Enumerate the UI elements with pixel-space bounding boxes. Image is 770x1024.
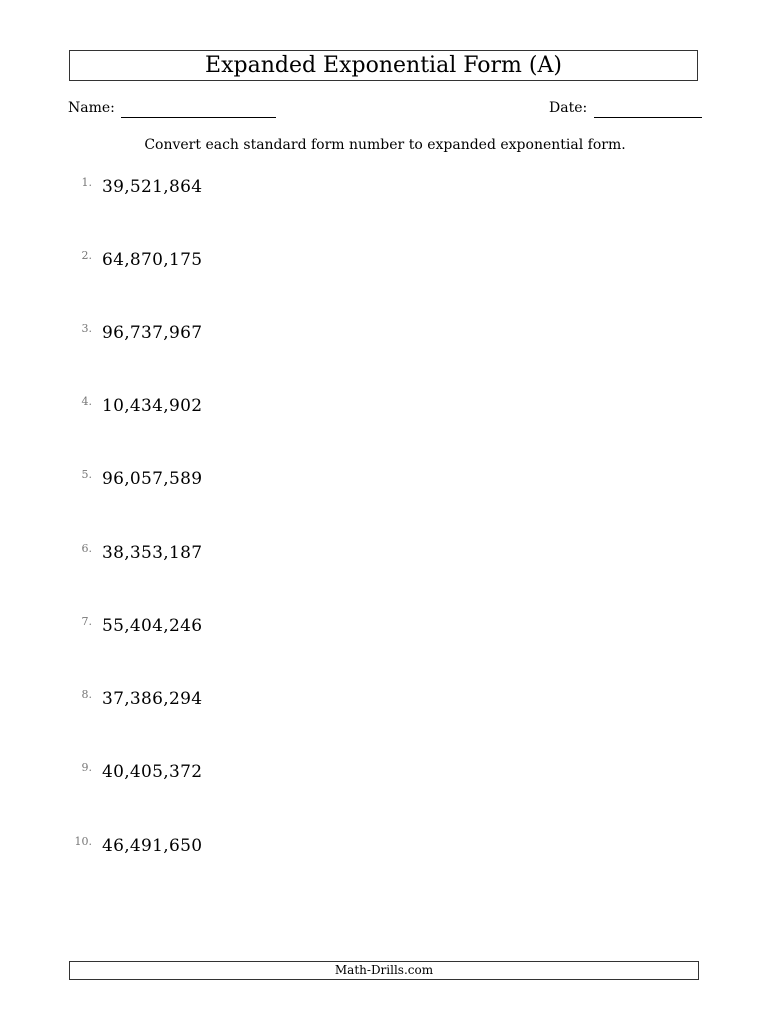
problem-number: 5. — [81, 468, 92, 481]
problem-value: 38,353,187 — [102, 543, 203, 563]
problem-number: 8. — [81, 688, 92, 701]
problem-number: 3. — [81, 322, 92, 335]
problem-value: 96,057,589 — [102, 469, 203, 489]
problem-value: 40,405,372 — [102, 762, 203, 782]
problem-number: 10. — [74, 835, 92, 848]
problem-value: 96,737,967 — [102, 323, 203, 343]
problem-number: 1. — [81, 176, 92, 189]
name-blank-line — [121, 117, 276, 118]
footer-site-name: Math-Drills.com — [69, 961, 699, 980]
problem-value: 39,521,864 — [102, 177, 203, 197]
date-label: Date: — [549, 100, 588, 116]
problem-number: 9. — [81, 761, 92, 774]
worksheet-title: Expanded Exponential Form (A) — [69, 50, 698, 81]
problem-value: 46,491,650 — [102, 836, 203, 856]
problem-value: 37,386,294 — [102, 689, 203, 709]
instructions: Convert each standard form number to expanded exponential form. — [144, 137, 626, 153]
problem-value: 10,434,902 — [102, 396, 203, 416]
problem-value: 55,404,246 — [102, 616, 203, 636]
name-label: Name: — [68, 100, 115, 116]
problem-number: 4. — [81, 395, 92, 408]
problem-number: 7. — [81, 615, 92, 628]
date-blank-line — [594, 117, 702, 118]
problem-number: 2. — [81, 249, 92, 262]
problem-number: 6. — [81, 542, 92, 555]
problem-value: 64,870,175 — [102, 250, 203, 270]
